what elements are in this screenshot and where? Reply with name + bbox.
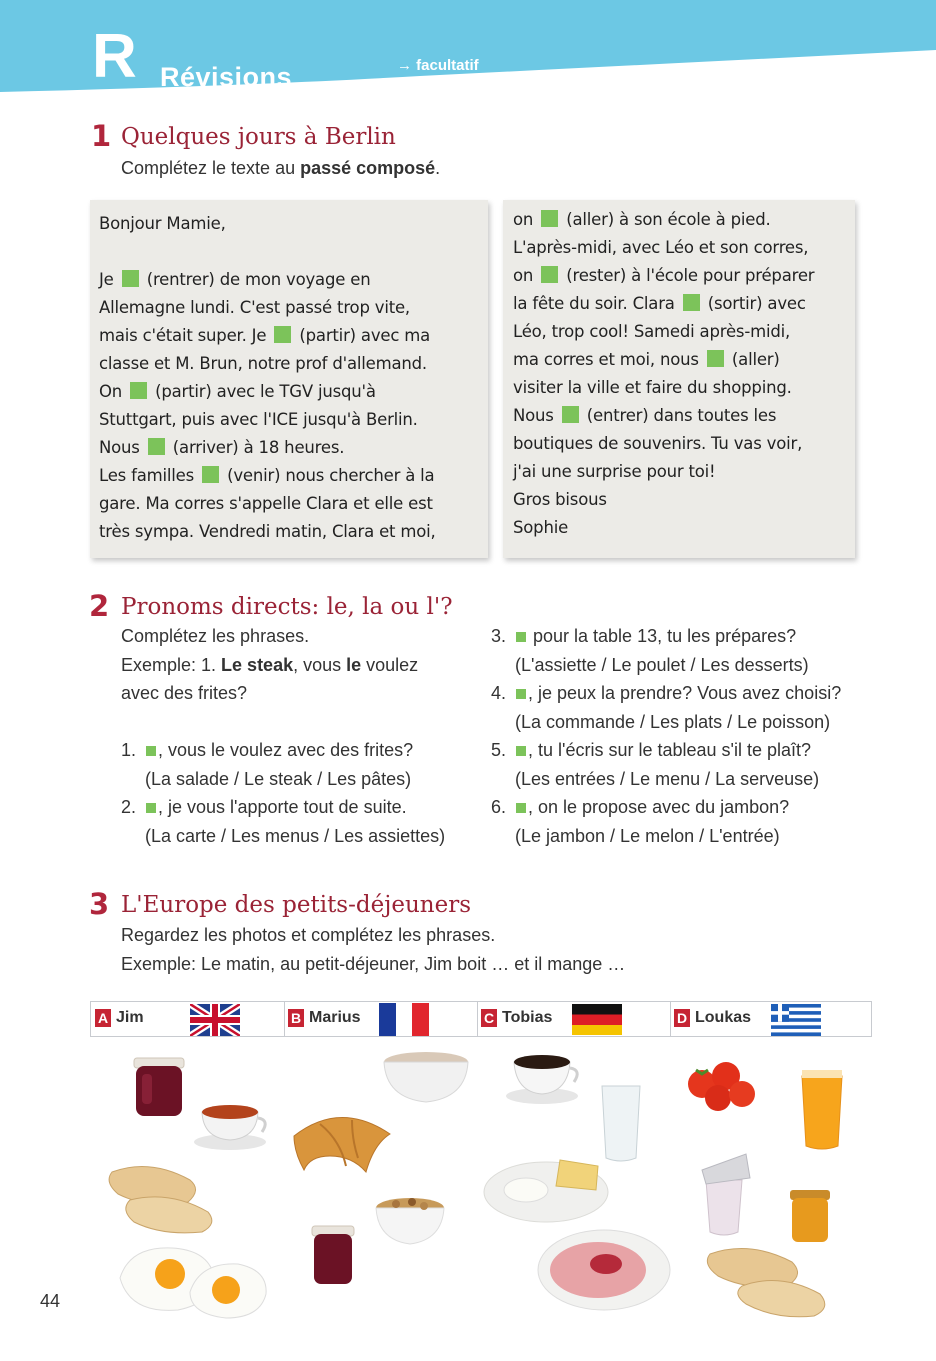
item-number: 4. xyxy=(491,683,507,703)
letter-text: (rester) à l'école pour préparer xyxy=(561,266,815,285)
letter-line xyxy=(99,490,436,518)
letter-text: on xyxy=(513,266,539,285)
greece-flag-icon xyxy=(771,1004,821,1036)
letter-text: j'ai une surprise pour toi! xyxy=(513,462,716,481)
item-number: 5. xyxy=(491,740,507,760)
jam-jar-icon xyxy=(134,1058,184,1116)
letter-line xyxy=(99,210,436,238)
jam-jar-icon xyxy=(312,1226,354,1284)
answer-gap[interactable] xyxy=(516,746,526,756)
item-options: (La salade / Le steak / Les pâtes) xyxy=(145,768,412,789)
exercise-item xyxy=(491,736,841,765)
orange-juice-icon xyxy=(802,1070,842,1149)
person-name: Jim xyxy=(116,1009,144,1026)
letter-text: ma corres et moi, nous xyxy=(513,350,704,369)
item-text: , je peux la prendre? Vous avez choisi? xyxy=(528,683,842,703)
letter-line xyxy=(99,238,436,266)
breakfast-photos xyxy=(90,1040,880,1330)
letter-line xyxy=(99,294,436,322)
answer-gap[interactable] xyxy=(516,803,526,813)
letter-text: Je xyxy=(99,270,119,289)
item-options: (La carte / Les menus / Les assiettes) xyxy=(145,825,446,846)
letter-text: mais c'était super. Je xyxy=(99,326,272,345)
letter-text: on xyxy=(513,210,539,229)
header-band xyxy=(0,0,936,100)
item-number: 1. xyxy=(121,740,137,760)
item-text: , on le propose avec du jambon? xyxy=(528,797,790,817)
exercise-2-example: Exemple: 1. Le steak, vous le voulez xyxy=(121,654,419,675)
letter-text: (aller) xyxy=(726,350,780,369)
item-text: pour la table 13, tu les prépares? xyxy=(528,626,797,646)
water-glass-icon xyxy=(602,1086,640,1161)
answer-gap[interactable] xyxy=(562,406,579,423)
letter-line xyxy=(513,346,814,374)
item-options: (Le jambon / Le melon / L'entrée) xyxy=(515,825,780,846)
bread-icon xyxy=(707,1249,824,1317)
answer-gap[interactable] xyxy=(130,382,147,399)
letter-text: L'après-midi, avec Léo et son corres, xyxy=(513,238,809,257)
exercise-2-instruction: Complétez les phrases. xyxy=(121,626,310,646)
section-letter: R xyxy=(92,22,137,91)
letter-text: Stuttgart, puis avec l'ICE jusqu'à Berlin. xyxy=(99,410,418,429)
exercise-item xyxy=(491,679,841,708)
letter-line xyxy=(99,266,436,294)
person-cell-b xyxy=(284,1002,478,1036)
item-text: , vous le voulez avec des frites? xyxy=(158,740,414,760)
letter-text: gare. Ma corres s'appelle Clara et elle est xyxy=(99,494,433,513)
letter-text: (partir) avec le TGV jusqu'à xyxy=(150,382,376,401)
person-cell-c xyxy=(477,1002,671,1036)
fried-eggs-icon xyxy=(120,1248,266,1318)
page-number: 44 xyxy=(40,1291,61,1311)
letter-text: la fête du soir. Clara xyxy=(513,294,680,313)
person-name: Loukas xyxy=(695,1009,752,1026)
letter-line xyxy=(99,378,436,406)
letter-text: (venir) nous chercher à la xyxy=(222,466,435,485)
bread-icon xyxy=(109,1167,212,1233)
answer-gap[interactable] xyxy=(541,266,558,283)
answer-gap[interactable] xyxy=(516,632,526,642)
answer-gap[interactable] xyxy=(274,326,291,343)
answer-gap[interactable] xyxy=(146,746,156,756)
cheese-plate-icon xyxy=(484,1160,608,1222)
person-name: Tobias xyxy=(502,1009,553,1026)
person-letter: D xyxy=(674,1009,690,1027)
item-number: 3. xyxy=(491,626,507,646)
item-text: , je vous l'apporte tout de suite. xyxy=(158,797,407,817)
person-cell-d xyxy=(670,1002,872,1036)
exercise-2-number: 2 xyxy=(89,589,110,623)
letter-line xyxy=(513,290,814,318)
honey-jar-icon xyxy=(790,1190,830,1242)
letter-note-left xyxy=(90,200,488,558)
person-letter: C xyxy=(481,1009,497,1027)
answer-gap[interactable] xyxy=(122,270,139,287)
letter-line xyxy=(513,430,814,458)
letter-line xyxy=(513,458,814,486)
person-letter: A xyxy=(95,1009,111,1027)
letter-text: Sophie xyxy=(513,518,569,537)
letter-line xyxy=(99,350,436,378)
letter-note-right xyxy=(503,200,855,558)
letter-text: (partir) avec ma xyxy=(294,326,431,345)
answer-gap[interactable] xyxy=(148,438,165,455)
germany-flag-icon xyxy=(572,1004,622,1035)
letter-line xyxy=(513,486,814,514)
answer-gap[interactable] xyxy=(516,689,526,699)
exercise-item xyxy=(121,793,445,822)
exercise-2-left-column xyxy=(121,622,445,850)
letter-text: Nous xyxy=(513,406,559,425)
letter-text: classe et M. Brun, notre prof d'allemand. xyxy=(99,354,427,373)
item-number: 6. xyxy=(491,797,507,817)
letter-line xyxy=(99,322,436,350)
person-cell-a xyxy=(91,1002,284,1036)
answer-gap[interactable] xyxy=(541,210,558,227)
person-letter: B xyxy=(288,1009,304,1027)
exercise-item xyxy=(491,622,841,651)
uk-flag-icon xyxy=(190,1004,240,1036)
letter-text: Bonjour Mamie, xyxy=(99,214,226,233)
exercise-1-instruction: Complétez le texte au passé composé. xyxy=(121,158,441,178)
letter-text: (rentrer) de mon voyage en xyxy=(141,270,371,289)
letter-line xyxy=(513,262,814,290)
item-options: (L'assiette / Le poulet / Les desserts) xyxy=(515,654,809,675)
letter-text: Allemagne lundi. C'est passé trop vite, xyxy=(99,298,410,317)
exercise-3-example: Exemple: Le matin, au petit-déjeuner, Jim boit … et il mange … xyxy=(121,954,626,974)
letter-line xyxy=(99,434,436,462)
coffee-cup-icon xyxy=(506,1055,578,1104)
tea-cup-icon xyxy=(194,1105,266,1150)
answer-gap[interactable] xyxy=(707,350,724,367)
letter-line xyxy=(513,234,814,262)
section-title: Révisions xyxy=(160,62,293,92)
france-flag-icon xyxy=(379,1003,429,1036)
exercise-3-instruction: Regardez les photos et complétez les phrases. xyxy=(121,925,496,945)
letter-text: Léo, trop cool! Samedi après-midi, xyxy=(513,322,791,341)
ham-plate-icon xyxy=(538,1230,670,1310)
item-number: 2. xyxy=(121,797,137,817)
letter-text: (aller) à son école à pied. xyxy=(561,210,771,229)
letter-text: (sortir) avec xyxy=(702,294,806,313)
letter-text: On xyxy=(99,382,128,401)
exercise-item xyxy=(491,793,841,822)
optional-label: → facultatif xyxy=(397,57,479,74)
letter-line xyxy=(99,518,436,546)
letter-line xyxy=(513,514,814,542)
exercise-1-title: Quelques jours à Berlin xyxy=(121,124,396,150)
tomatoes-icon xyxy=(688,1062,755,1111)
letter-line xyxy=(99,462,436,490)
person-name: Marius xyxy=(309,1009,361,1026)
letter-text: Les familles xyxy=(99,466,200,485)
exercise-2-example-cont: avec des frites? xyxy=(121,683,248,703)
croissant-icon xyxy=(294,1117,390,1172)
item-text: , tu l'écris sur le tableau s'il te plaît? xyxy=(528,740,812,760)
letter-line xyxy=(513,402,814,430)
exercise-item xyxy=(121,736,445,765)
cereal-bowl-icon xyxy=(376,1198,444,1244)
answer-gap[interactable] xyxy=(146,803,156,813)
letter-text: Gros bisous xyxy=(513,490,607,509)
people-strip xyxy=(90,1001,872,1037)
exercise-1-number: 1 xyxy=(91,119,112,153)
letter-text: Nous xyxy=(99,438,145,457)
answer-gap[interactable] xyxy=(202,466,219,483)
letter-text: très sympa. Vendredi matin, Clara et moi, xyxy=(99,522,436,541)
letter-line xyxy=(513,206,814,234)
exercise-3-number: 3 xyxy=(89,887,110,921)
exercise-2-right-column xyxy=(491,622,841,850)
letter-text: (arriver) à 18 heures. xyxy=(167,438,345,457)
answer-gap[interactable] xyxy=(683,294,700,311)
letter-line xyxy=(513,374,814,402)
exercise-3-title: L'Europe des petits-déjeuners xyxy=(121,892,471,918)
letter-line xyxy=(99,406,436,434)
letter-line xyxy=(513,318,814,346)
letter-text: visiter la ville et faire du shopping. xyxy=(513,378,792,397)
letter-text: boutiques de souvenirs. Tu vas voir, xyxy=(513,434,803,453)
item-options: (Les entrées / Le menu / La serveuse) xyxy=(515,768,820,789)
letter-text: (entrer) dans toutes les xyxy=(581,406,777,425)
bowl-icon xyxy=(384,1052,468,1102)
item-options: (La commande / Les plats / Le poisson) xyxy=(515,711,831,732)
yogurt-icon xyxy=(702,1154,750,1235)
exercise-2-title: Pronoms directs: le, la ou l'? xyxy=(121,594,453,620)
